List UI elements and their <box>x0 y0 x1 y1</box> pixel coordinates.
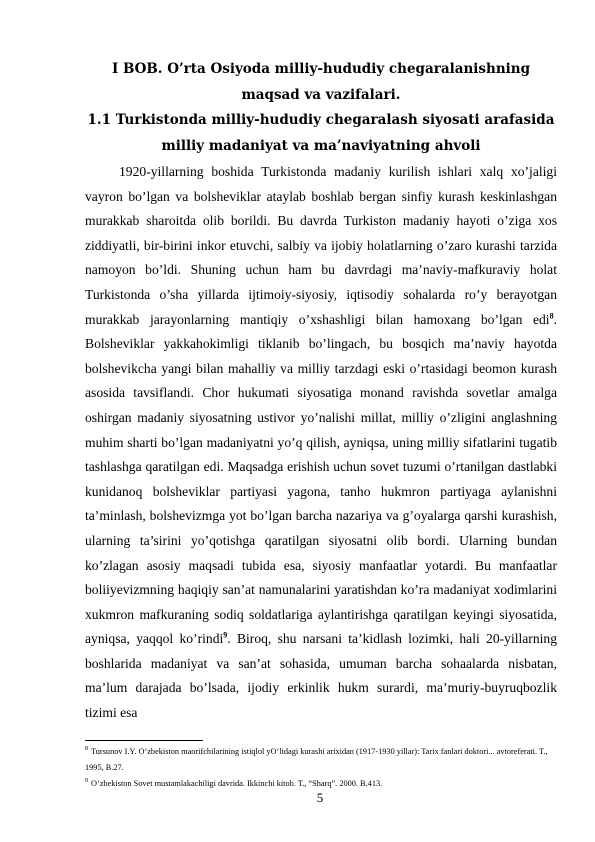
body-text-part-3: . Biroq, shu narsani ta’kidlash lozimki, hali 20-yillarning boshlarida madaniyat va san’at sohasida, umuman barcha sohaalarda nisbatan, ma’lum darajada bo’lsada, ijodiy erkinlik hukm surardi, ma’muriy-buyruqbozlik tizimi esa <box>85 631 558 721</box>
body-paragraph <box>85 160 557 726</box>
footnote-reference-8[interactable]: 8 <box>549 311 554 321</box>
footnote-reference-9[interactable]: 9 <box>223 630 228 640</box>
page-number: 5 <box>316 790 324 805</box>
footnote-mark: 8 <box>85 746 88 753</box>
footnotes <box>85 744 557 792</box>
footnote-mark: 9 <box>85 778 88 785</box>
body-text-part-1: 1920-yillarning boshida Turkistonda madaniy kurilish ishlari xalq xo’jaligi vayron bo’lgan va bolsheviklar ataylab boshlab bergan sinfiy kurash keskinlashgan murakkab sharoitda olib borildi. Bu davrda Turkiston madaniy hayoti o’ziga xos ziddiyatli, bir-birini inkor etuvchi, salbiy va ijobiy holatlarning o’zaro kurashi tarzida namoyon bo’ldi. Shuning uchun ham bu davrdagi ma’naviy-mafkuraviy holat Turkistonda o’sha yillarda ijtimoiy-siyosiy, iqtisodiy sohalarda ro’y berayotgan murakkab jarayonlarning mantiqiy o’xshashligi bilan hamoxang bo’lgan edi <box>85 164 557 327</box>
chapter-title: I BOB. O’rta Osiyoda milliy-hududiy chegaralanishning maqsad va vazifalari. <box>111 61 531 103</box>
footnote-text: O‘zbekiston Sovet mustamlakachiligi davrida. Ikkinchi kitob. T., “Sharq”. 2000. B.413. <box>91 779 383 788</box>
footnote-divider <box>85 740 203 741</box>
body-text-part-2: . Bolsheviklar yakkahokimligi tiklanib bo’lingach, bu bosqich ma’naviy hayotda bolshevikcha yangi bilan mahalliy va milliy tarzdagi eski o’rtasidagi beomon kurash asosida tavsiflandi. Chor hukumati siyosatiga monand ravishda sovetlar amalga oshirgan madaniy siyosatning ustivor yo’nalishi millat, milliy o’zligini anglashning muhim sharti bo’lgan madaniyatni yo’q qilish, ayniqsa, uning milliy sifatlarini tugatib tashlashga qaratilgan edi. Maqsadga erishish uchun sovet tuzumi o’rtanilgan dastlabki kunidanoq bolsheviklar partiyasi yagona, tanho hukmron partiyaga aylanishni ta’minlash, bolshevizmga yot bo’lgan barcha nazariya va g’oyalarga qarshi kurashish, ularning ta’sirini yo’qotishga qaratilgan siyosatni olib bordi. Ularning bundan ko’zlagan asosiy maqsadi tubida esa, siyosiy manfaatlar yotardi. Bu manfaatlar boliiyevizmning haqiqiy san’at namunalarini yaratishdan ko’ra madaniyat xodimlarini xukmron mafkuraning sodiq soldatlariga aylantirishga qaratilgan keyingi siyosatida, ayniqsa, yaqqol ko’rindi <box>85 311 557 647</box>
footnote-text: Tursunov I.Y. O‘zbekiston maorifchilarining istiqlol yO‘lidagi kurashi arixidan (1917-1930 yillar): Tarix fanlari doktori... avtoreferati. T., 1995, B.27. <box>85 747 548 772</box>
section-title: 1.1 Turkistonda milliy-hududiy chegaralash siyosati arafasida milliy madaniyat va ma’naviyatning ahvoli <box>87 112 555 154</box>
footnote-8 <box>85 744 557 776</box>
